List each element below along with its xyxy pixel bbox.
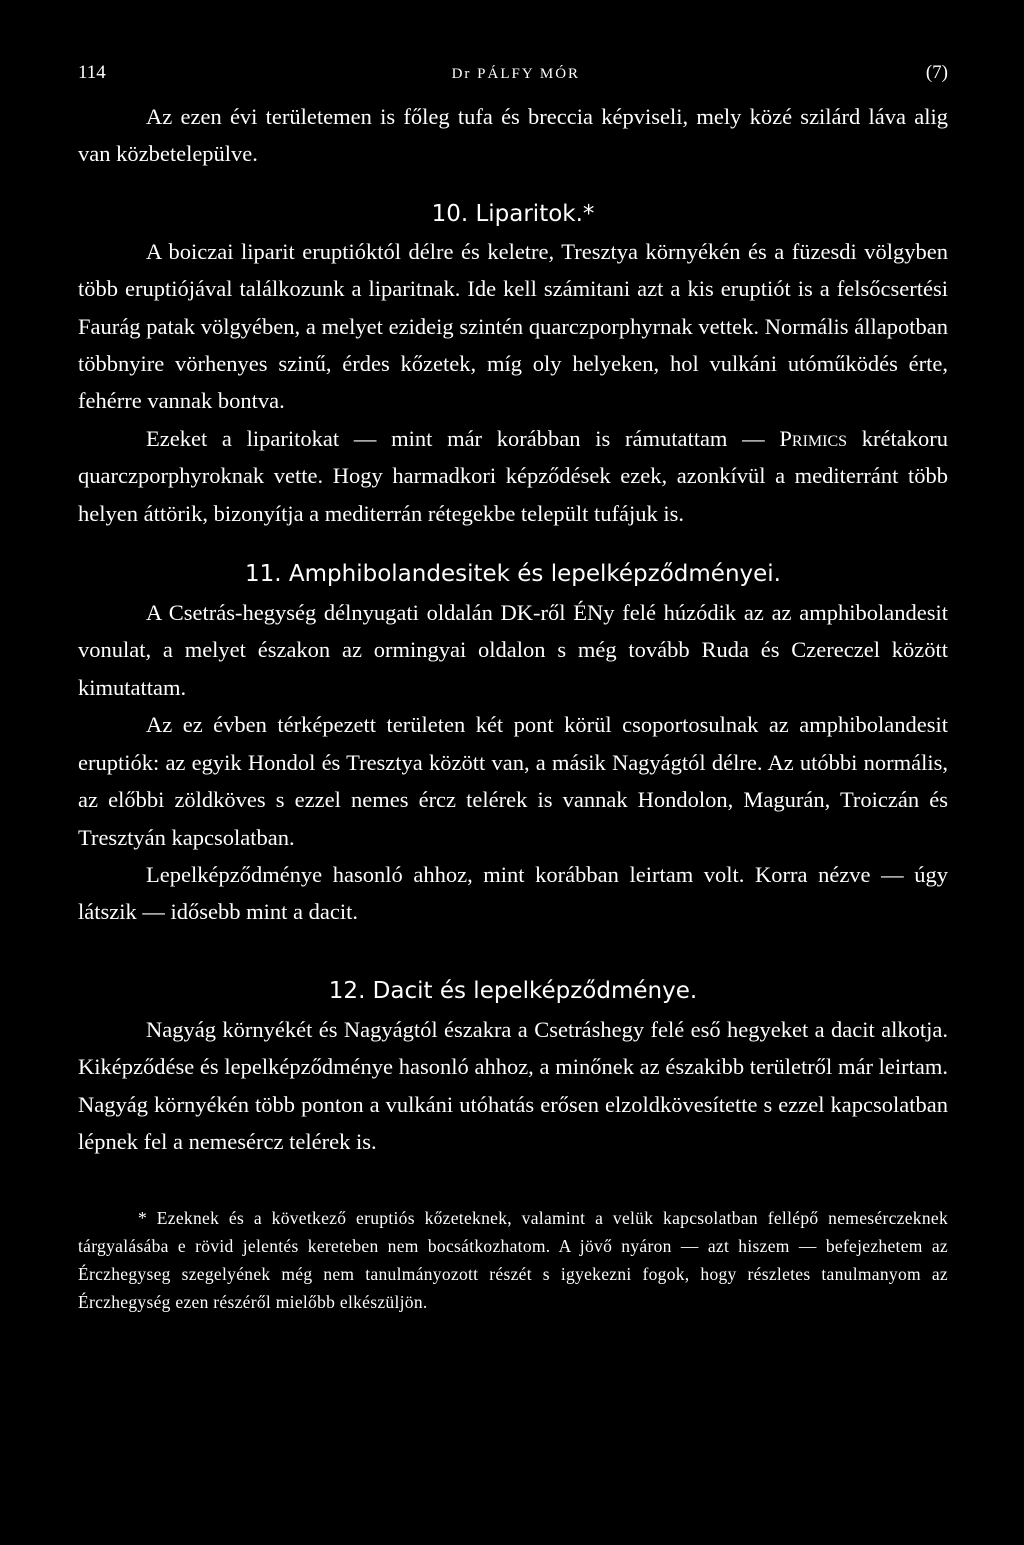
part-number: (7) bbox=[925, 62, 948, 83]
amphibolandesitek-paragraph-1: A Csetrás-hegység délnyugati oldalán DK-ről ÉNy felé húzódik az az amphibolandesit vonulat, a melyet északon az ormingyai oldalon s még tovább Ruda és Czereczel között kimutattam. bbox=[78, 600, 948, 700]
page-number: 114 bbox=[78, 62, 106, 83]
paragraph-text: krétakoru quarczporphyroknak vette. Hogy harmadkori képződések ezek, azonkívül a mediterránt több helyen áttörik, bizonyítja a mediterrán rétegekbe települt tufájuk is. bbox=[78, 425, 948, 526]
paragraph-text: Ezeket a liparitokat — mint már korábban is rámutattam — bbox=[146, 425, 780, 451]
intro-paragraph: Az ezen évi területemen is főleg tufa és breccia képviseli, mely közé szilárd láva alig van közbetelepülve. bbox=[78, 104, 948, 167]
section-heading-dacit: 12. Dacit és lepelképződménye. bbox=[328, 977, 698, 1004]
section-heading-amphibolandesitek: 11. Amphibolandesitek és lepelképződményei. bbox=[245, 561, 781, 588]
author-reference: Primics bbox=[779, 425, 848, 451]
amphibolandesitek-paragraph-3: Lepelképződménye hasonló ahhoz, mint korábban leirtam volt. Korra nézve — úgy látszik — idősebb mint a dacit. bbox=[78, 861, 948, 925]
running-header bbox=[78, 62, 948, 98]
section-heading-liparitok: 10. Liparitok.* bbox=[431, 200, 595, 227]
liparitok-paragraph-1: A boiczai liparit eruptióktól délre és keletre, Tresztya környékén és a füzesdi völgyben több eruptiójával találkozunk a liparitnak. Ide kell számitani azt a kis eruptiót is a felsőcsertési Faurág patak völgyében, a melyet ezideig szintén quarczporphyrnak vettek. Normális állapotban többnyire vörhenyes szinű, érdes kőzetek, míg oly helyeken, hol vulkáni utóműködés érte, fehérre vannak bontva. bbox=[78, 238, 948, 414]
liparitok-paragraph-2 bbox=[78, 420, 948, 532]
footnote: * Ezeknek és a következő eruptiós kőzeteknek, valamint a velük kapcsolatban fellépő nemesérczeknek tárgyalásába e rövid jelentés kereteben nem bocsátkozhatom. A jövő nyáron — azt hiszem — befejezhetem az Érczhegyseg szegelyének még nem tanulmányozott részét s igyekezni fogok, hogy részletes tanulmanyom az Érczhegység ezen részéről mielőbb elkészüljön. bbox=[78, 1208, 948, 1313]
amphibolandesitek-paragraph-2: Az ez évben térképezett területen két pont körül csoportosulnak az amphibolandesit eruptiók: az egyik Hondol és Tresztya között van, a másik Nagyágtól délre. Az utóbbi normális, az előbbi zöldköves s ezzel nemes ércz telérek is vannak Hondolon, Magurán, Troiczán és Tresztyán kapcsolatban. bbox=[78, 712, 948, 850]
dacit-paragraph-1: Nagyág környékét és Nagyágtól északra a Csetráshegy felé eső hegyeket a dacit alkotja. Kiképződése és lepelképződménye hasonló ahhoz, a minőnek az északibb területről már leirtam. Nagyág környékén több ponton a vulkáni utóhatás erősen elzoldkövesítette s ezzel kapcsolatban lépnek fel a nemesércz telérek is. bbox=[78, 1016, 948, 1154]
page bbox=[78, 62, 948, 1334]
author-name: Dr PÁLFY MÓR bbox=[451, 66, 581, 82]
